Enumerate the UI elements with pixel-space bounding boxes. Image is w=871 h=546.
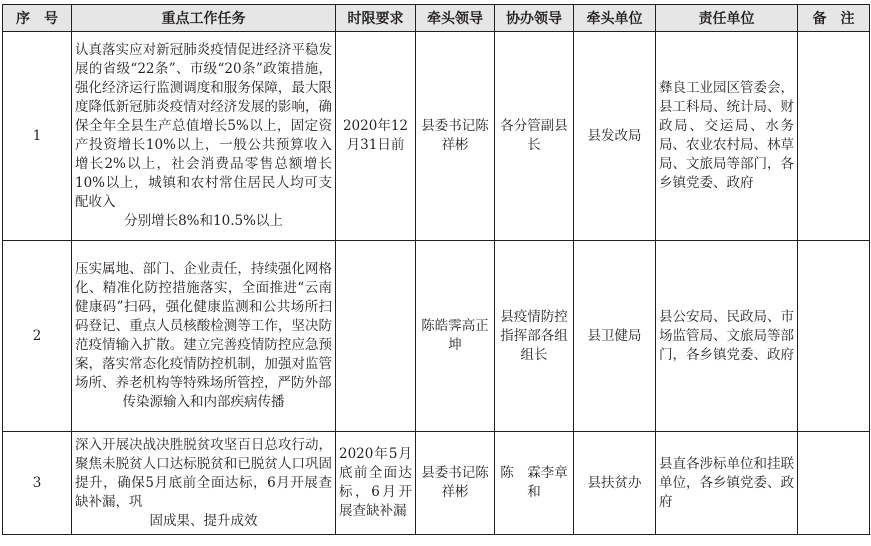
header-lead-unit: 牵头单位 <box>574 5 656 32</box>
row-deadline <box>336 241 416 432</box>
header-row <box>3 5 870 32</box>
row-resp-unit: 彝良工业园区管委会，县工科局、统计局、财政局、交运局、水务局、农业农村局、林草局、文旅局等部门，各乡镇党委、政府 <box>656 32 798 241</box>
table-row <box>3 241 870 432</box>
row-lead: 县委书记陈祥彬 <box>416 32 495 241</box>
row-lead: 陈皓霁高正坤 <box>416 241 495 432</box>
row-task-last-line: 传染源输入和内部疾病传播 <box>122 394 285 410</box>
header-resp-unit: 责任单位 <box>656 5 798 32</box>
header-seq: 序 号 <box>3 5 72 32</box>
row-task <box>72 32 336 241</box>
row-assist: 各分管副县长 <box>495 32 574 241</box>
row-lead-unit: 县扶贫办 <box>574 432 656 535</box>
row-lead-unit: 县卫健局 <box>574 241 656 432</box>
row-seq: 3 <box>3 432 72 535</box>
row-note <box>798 241 870 432</box>
row-task-last-line: 固成果、提升成效 <box>149 512 258 529</box>
row-task-text: 压实属地、部门、企业责任，持续强化网格化、精准化防控措施落实，全面推进“云南健康码”扫码，强化健康监测和公共场所扫码登记、重点人员核酸检测等工作，坚决防范疫情输入扩散。建立完善疫情防控应急预案，落实常态化疫情防控机制，加强对监管场所、养老机构等特殊场所管控，严防外部 <box>75 261 332 391</box>
row-lead-unit: 县发改局 <box>574 32 656 241</box>
row-lead: 县委书记陈祥彬 <box>416 432 495 535</box>
header-note: 备 注 <box>798 5 870 32</box>
row-resp-unit: 县公安局、民政局、市场监管局、文旅局等部门，各乡镇党委、政府 <box>656 241 798 432</box>
row-seq: 1 <box>3 32 72 241</box>
header-task: 重点工作任务 <box>72 5 336 32</box>
row-seq: 2 <box>3 241 72 432</box>
row-task-text: 认真落实应对新冠肺炎疫情促进经济平稳发展的省级“22条”、市级“20条”政策措施，强化经济运行监测调度和服务保障，最大限度降低新冠肺炎疫情对经济发展的影响，确保全年全县生产总值增长5%以上，固定资产投资增长10%以上，一般公共预算收入增长2%以上，社会消费品零售总额增长10%以上，城镇和农村常住居民人均可支配收入 <box>75 42 332 210</box>
task-table <box>2 4 870 535</box>
table-row <box>3 432 870 535</box>
row-task <box>72 241 336 432</box>
row-note <box>798 32 870 241</box>
row-assist: 县疫情防控指挥部各组组长 <box>495 241 574 432</box>
row-deadline: 2020年12月31日前 <box>336 32 416 241</box>
row-task-last-line: 分别增长8%和10.5%以上 <box>124 213 283 229</box>
row-note <box>798 432 870 535</box>
row-assist: 陈 霖李章和 <box>495 432 574 535</box>
row-task <box>72 432 336 535</box>
header-deadline: 时限要求 <box>336 5 416 32</box>
table-row <box>3 32 870 241</box>
row-resp-unit: 县直各涉标单位和挂联单位，各乡镇党委、政府 <box>656 432 798 535</box>
row-deadline: 2020年5月底前全面达标，6月开展查缺补漏 <box>336 432 416 535</box>
row-task-text: 深入开展决战决胜脱贫攻坚百日总攻行动，聚焦未脱贫人口达标脱贫和已脱贫人口巩固提升，确保5月底前全面达标，6月开展查缺补漏，巩 <box>75 436 332 510</box>
header-assist: 协办领导 <box>495 5 574 32</box>
task-table-container <box>0 4 871 535</box>
header-lead: 牵头领导 <box>416 5 495 32</box>
